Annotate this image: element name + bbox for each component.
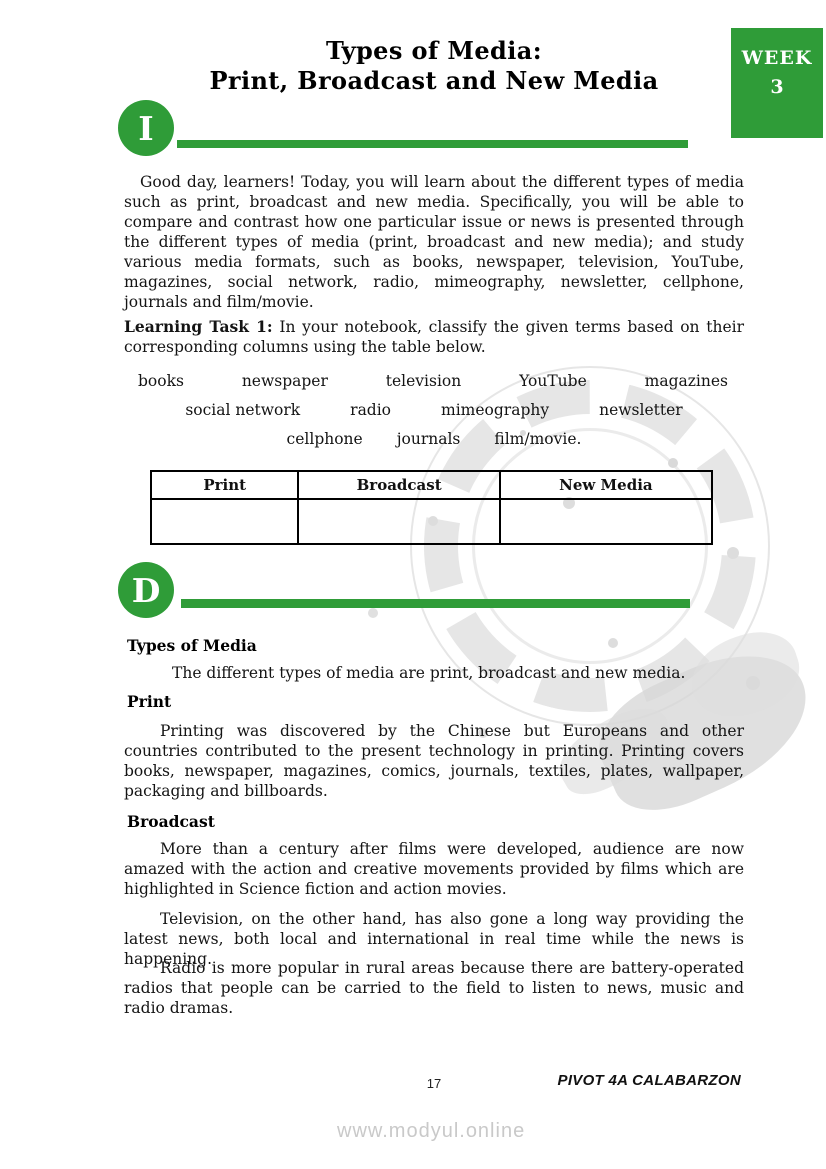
print-paragraph: Printing was discovered by the Chinese but Europeans and other countries contributed to the present technology in printing. Printing covers books, newspaper, magazines, comics, journals, textiles, plates, wallpaper, packaging and billboards.	[124, 722, 744, 800]
section-rule-introduction	[177, 140, 688, 148]
section-letter-i: I	[138, 108, 154, 148]
learning-task-instructions: In your notebook, classify the given terms based on their corresponding columns using the table below.	[124, 318, 744, 356]
word-bank-row	[124, 400, 744, 420]
word-item: journals	[396, 430, 461, 448]
broadcast-paragraph-television: Television, on the other hand, has also gone a long way providing the latest news, both local and international in real time while the news is happening.	[124, 910, 744, 968]
word-bank	[124, 371, 744, 458]
table-cell-broadcast-empty	[298, 499, 499, 544]
table-cell-new-media-empty	[500, 499, 712, 544]
section-rule-discussion	[181, 599, 690, 608]
week-badge-number: 3	[770, 76, 784, 98]
page-number: 17	[426, 1076, 442, 1091]
table-row	[151, 499, 712, 544]
page-title-line2: Print, Broadcast and New Media	[209, 66, 659, 95]
heading-types-of-media: Types of Media	[127, 636, 257, 655]
table-header-broadcast: Broadcast	[298, 471, 499, 499]
word-item: mimeography	[441, 401, 550, 419]
table-header-print: Print	[151, 471, 298, 499]
table-header-new-media: New Media	[500, 471, 712, 499]
word-item: television	[385, 372, 462, 390]
word-item: YouTube	[519, 372, 587, 390]
word-item: newspaper	[241, 372, 328, 390]
section-letter-d: D	[131, 570, 161, 610]
section-marker-introduction	[118, 100, 174, 156]
stamp-inner-ring	[472, 428, 708, 664]
broadcast-paragraph-films: More than a century after films were developed, audience are now amazed with the action and creative movements provided by films which are highlighted in Science fiction and action movies.	[124, 840, 744, 898]
word-item: social network	[185, 401, 301, 419]
heading-print: Print	[127, 692, 172, 711]
week-badge-label: WEEK	[741, 47, 813, 69]
word-item: books	[138, 372, 184, 390]
classification-table	[150, 470, 713, 545]
types-of-media-lead: The different types of media are print, broadcast and new media.	[172, 664, 686, 682]
week-badge	[731, 28, 823, 138]
page-title-line1: Types of Media:	[326, 36, 542, 65]
word-item: radio	[350, 401, 392, 419]
table-cell-print-empty	[151, 499, 298, 544]
page-title	[104, 36, 764, 96]
word-item: newsletter	[599, 401, 683, 419]
footer-brand: PIVOT 4A CALABARZON	[557, 1072, 741, 1089]
section-marker-discussion	[118, 562, 174, 618]
heading-broadcast: Broadcast	[127, 812, 215, 831]
learning-task-label: Learning Task 1:	[124, 317, 273, 336]
word-bank-row	[124, 429, 744, 449]
learning-task-paragraph	[124, 317, 744, 357]
site-watermark: www.modyul.online	[337, 1120, 526, 1142]
word-bank-row	[124, 371, 744, 391]
intro-paragraph: Good day, learners! Today, you will learn about the different types of media such as print, broadcast and new media. Specifically, you will be able to compare and contrast how one particular issue or news is presented through the different types of media (print, broadcast and new media); and study various media formats, such as books, newspaper, television, YouTube, magazines, social network, radio, mimeography, newsletter, cellphone, journals and film/movie.	[124, 173, 744, 311]
word-item: film/movie.	[494, 430, 582, 448]
table-header-row	[151, 471, 712, 499]
broadcast-paragraph-radio: Radio is more popular in rural areas because there are battery-operated radios that people can be carried to the field to listen to news, music and radio dramas.	[124, 959, 744, 1017]
word-item: cellphone	[286, 430, 363, 448]
word-item: magazines	[644, 372, 728, 390]
